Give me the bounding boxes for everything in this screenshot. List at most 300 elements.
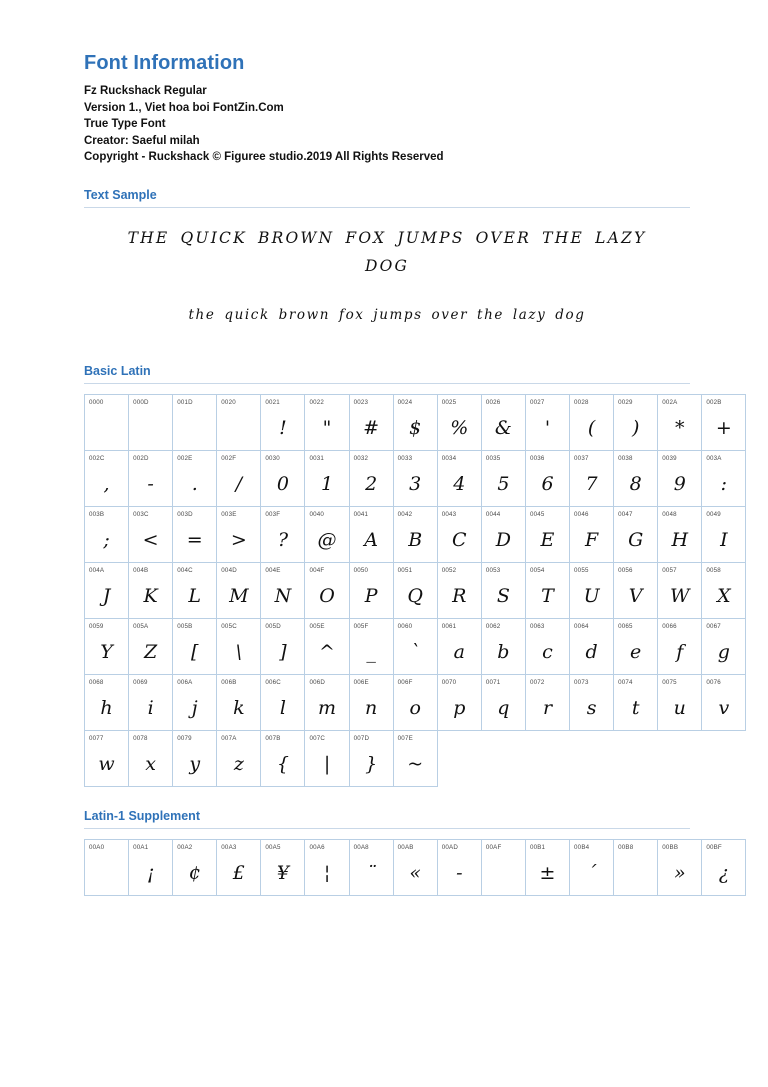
- glyph-codepoint: 0040: [309, 510, 325, 518]
- glyph-cell-empty: [614, 730, 658, 786]
- glyph-cell[interactable]: [570, 562, 614, 618]
- glyph-cell[interactable]: [702, 618, 746, 674]
- glyph-cell[interactable]: [173, 839, 217, 895]
- latin1-supplement-section: [84, 808, 729, 896]
- glyph-character: ]: [279, 640, 287, 663]
- glyph-character: T: [541, 584, 554, 607]
- glyph-codepoint: 004E: [265, 566, 281, 574]
- glyph-codepoint: 007E: [397, 734, 413, 742]
- glyph-cell[interactable]: [85, 562, 129, 618]
- glyph-codepoint: 0070: [441, 678, 457, 686]
- glyph-character: h: [100, 696, 113, 719]
- glyph-codepoint: 0057: [662, 566, 677, 574]
- glyph-codepoint: 0037: [574, 454, 589, 462]
- glyph-codepoint: 0023: [353, 398, 369, 406]
- glyph-cell[interactable]: [481, 618, 525, 674]
- glyph-cell[interactable]: [658, 674, 702, 730]
- glyph-codepoint: 0031: [309, 454, 325, 462]
- glyph-codepoint: 0074: [618, 678, 633, 686]
- glyph-codepoint: 0045: [529, 510, 545, 518]
- glyph-cell[interactable]: [702, 506, 746, 562]
- glyph-character: :: [720, 472, 728, 495]
- glyph-codepoint: 004D: [221, 566, 237, 574]
- glyph-character: w: [98, 752, 115, 775]
- glyph-codepoint: 0064: [574, 622, 589, 630]
- glyph-cell[interactable]: [85, 506, 129, 562]
- glyph-cell[interactable]: [393, 618, 437, 674]
- glyph-codepoint: 0044: [485, 510, 501, 518]
- glyph-cell[interactable]: [349, 450, 393, 506]
- glyph-cell[interactable]: [702, 839, 746, 895]
- glyph-character: `: [410, 640, 420, 663]
- glyph-codepoint: 0060: [397, 622, 413, 630]
- glyph-cell[interactable]: [437, 450, 481, 506]
- glyph-codepoint: 00B8: [618, 843, 634, 851]
- glyph-cell[interactable]: [85, 839, 129, 895]
- glyph-cell[interactable]: [305, 506, 349, 562]
- glyph-cell[interactable]: [614, 618, 658, 674]
- glyph-character: S: [496, 584, 510, 607]
- glyph-character: D: [495, 528, 511, 551]
- glyph-cell[interactable]: [702, 562, 746, 618]
- glyph-codepoint: 0000: [89, 398, 104, 406]
- glyph-character: ¨: [366, 861, 376, 884]
- glyph-cell[interactable]: [437, 394, 481, 450]
- glyph-character: >: [230, 528, 247, 551]
- glyph-cell[interactable]: [261, 562, 305, 618]
- glyph-codepoint: 007C: [309, 734, 326, 742]
- glyph-character: ': [544, 416, 551, 439]
- glyph-codepoint: 00A0: [89, 843, 105, 851]
- glyph-codepoint: 002D: [133, 454, 149, 462]
- glyph-codepoint: 0046: [574, 510, 589, 518]
- glyph-codepoint: 005F: [353, 622, 369, 630]
- glyph-character: 8: [629, 472, 642, 495]
- glyph-character: H: [671, 528, 689, 551]
- glyph-cell[interactable]: [129, 394, 173, 450]
- glyph-codepoint: 0032: [353, 454, 369, 462]
- glyph-cell[interactable]: [173, 562, 217, 618]
- glyph-cell[interactable]: [658, 562, 702, 618]
- glyph-character: #: [363, 416, 380, 439]
- glyph-character: $: [409, 416, 422, 439]
- glyph-codepoint: 0029: [618, 398, 633, 406]
- glyph-codepoint: 00AD: [441, 843, 459, 851]
- glyph-character: m: [318, 696, 337, 719]
- glyph-cell[interactable]: [261, 506, 305, 562]
- glyph-codepoint: 007B: [265, 734, 281, 742]
- glyph-codepoint: 0048: [662, 510, 677, 518]
- glyph-cell[interactable]: [173, 394, 217, 450]
- font-version-line: Version 1., Viet hoa boi FontZin.Com: [84, 101, 284, 114]
- glyph-codepoint: 0020: [221, 398, 236, 406]
- glyph-codepoint: 003D: [177, 510, 193, 518]
- glyph-character: R: [452, 584, 467, 607]
- glyph-codepoint: 004B: [133, 566, 149, 574]
- section-divider: [84, 383, 690, 384]
- glyph-row: [85, 839, 746, 895]
- font-name-line: Fz Ruckshack Regular: [84, 85, 207, 97]
- glyph-codepoint: 0025: [441, 398, 457, 406]
- glyph-cell-empty: [481, 730, 525, 786]
- glyph-character: !: [279, 416, 287, 439]
- glyph-codepoint: 0062: [485, 622, 501, 630]
- glyph-cell[interactable]: [85, 730, 129, 786]
- glyph-cell[interactable]: [702, 674, 746, 730]
- glyph-cell[interactable]: [305, 562, 349, 618]
- glyph-codepoint: 0071: [485, 678, 501, 686]
- glyph-codepoint: 006B: [221, 678, 237, 686]
- latin1-supplement-title: Latin-1 Supplement: [84, 808, 200, 823]
- glyph-character: d: [585, 640, 598, 663]
- glyph-codepoint: 005D: [265, 622, 281, 630]
- glyph-character: U: [583, 584, 600, 607]
- glyph-row: [85, 730, 746, 786]
- glyph-cell[interactable]: [525, 674, 569, 730]
- glyph-row: [85, 618, 746, 674]
- glyph-cell[interactable]: [173, 506, 217, 562]
- glyph-cell[interactable]: [481, 506, 525, 562]
- glyph-character: A: [364, 528, 378, 551]
- glyph-cell[interactable]: [393, 839, 437, 895]
- glyph-cell[interactable]: [702, 450, 746, 506]
- glyph-cell[interactable]: [658, 450, 702, 506]
- glyph-codepoint: 00A2: [177, 843, 193, 851]
- glyph-character: 4: [453, 472, 466, 495]
- glyph-cell[interactable]: [349, 730, 393, 786]
- glyph-character: -: [147, 472, 154, 495]
- glyph-codepoint: 003C: [133, 510, 149, 518]
- glyph-cell[interactable]: [658, 839, 702, 895]
- glyph-cell[interactable]: [305, 450, 349, 506]
- glyph-cell[interactable]: [614, 674, 658, 730]
- glyph-codepoint: 00B1: [529, 843, 546, 851]
- glyph-codepoint: 005A: [133, 622, 149, 630]
- glyph-cell[interactable]: [614, 450, 658, 506]
- glyph-character: ¡: [146, 861, 155, 884]
- glyph-cell[interactable]: [261, 839, 305, 895]
- glyph-character: y: [189, 752, 201, 775]
- glyph-codepoint: 0034: [441, 454, 457, 462]
- glyph-character: l: [279, 696, 286, 719]
- glyph-character: k: [233, 696, 245, 719]
- glyph-cell[interactable]: [261, 618, 305, 674]
- glyph-codepoint: 0066: [662, 622, 677, 630]
- glyph-cell[interactable]: [525, 618, 569, 674]
- glyph-cell[interactable]: [481, 839, 525, 895]
- glyph-character: 7: [585, 472, 598, 495]
- glyph-cell[interactable]: [217, 730, 261, 786]
- glyph-codepoint: 006A: [177, 678, 193, 686]
- glyph-character: Z: [144, 640, 158, 663]
- glyph-cell-empty: [702, 730, 746, 786]
- glyph-codepoint: 0049: [706, 510, 721, 518]
- glyph-cell[interactable]: [85, 394, 129, 450]
- glyph-cell[interactable]: [305, 394, 349, 450]
- glyph-cell[interactable]: [658, 394, 702, 450]
- glyph-character: @: [317, 528, 337, 551]
- glyph-codepoint: 00BF: [706, 843, 722, 851]
- glyph-codepoint: 00A6: [309, 843, 325, 851]
- glyph-cell[interactable]: [349, 839, 393, 895]
- glyph-cell[interactable]: [658, 618, 702, 674]
- glyph-character: C: [452, 528, 467, 551]
- glyph-character: x: [145, 752, 156, 775]
- glyph-character: ": [322, 416, 332, 439]
- glyph-cell[interactable]: [702, 394, 746, 450]
- glyph-codepoint: 0056: [618, 566, 633, 574]
- glyph-cell[interactable]: [129, 506, 173, 562]
- glyph-character: r: [542, 696, 553, 719]
- glyph-cell[interactable]: [614, 839, 658, 895]
- glyph-codepoint: 007A: [221, 734, 237, 742]
- glyph-codepoint: 0021: [265, 398, 280, 406]
- glyph-character: V: [628, 584, 643, 607]
- glyph-row: [85, 562, 746, 618]
- glyph-codepoint: 0043: [441, 510, 457, 518]
- glyph-character: (: [587, 416, 596, 439]
- glyph-cell[interactable]: [525, 562, 569, 618]
- glyph-codepoint: 00AF: [485, 843, 502, 851]
- glyph-character: ,: [103, 472, 110, 495]
- glyph-character: &: [494, 416, 512, 439]
- glyph-codepoint: 0068: [89, 678, 104, 686]
- glyph-cell[interactable]: [658, 506, 702, 562]
- glyph-cell[interactable]: [349, 506, 393, 562]
- glyph-cell[interactable]: [261, 674, 305, 730]
- glyph-codepoint: 00AB: [397, 843, 414, 851]
- glyph-codepoint: 0028: [574, 398, 589, 406]
- glyph-codepoint: 0026: [485, 398, 501, 406]
- glyph-codepoint: 004F: [309, 566, 325, 574]
- glyph-character: 1: [320, 472, 334, 495]
- glyph-cell[interactable]: [217, 618, 261, 674]
- glyph-codepoint: 001D: [177, 398, 193, 406]
- glyph-codepoint: 002E: [177, 454, 193, 462]
- glyph-cell[interactable]: [437, 506, 481, 562]
- glyph-codepoint: 0036: [529, 454, 545, 462]
- glyph-cell[interactable]: [305, 618, 349, 674]
- glyph-character: t: [631, 696, 640, 719]
- glyph-character: ;: [103, 528, 110, 551]
- glyph-cell[interactable]: [437, 674, 481, 730]
- glyph-codepoint: 0058: [706, 566, 721, 574]
- glyph-cell[interactable]: [85, 674, 129, 730]
- section-divider: [84, 207, 690, 208]
- glyph-codepoint: 0022: [309, 398, 325, 406]
- glyph-cell[interactable]: [261, 450, 305, 506]
- glyph-cell[interactable]: [173, 450, 217, 506]
- glyph-cell[interactable]: [173, 674, 217, 730]
- glyph-cell[interactable]: [129, 562, 173, 618]
- glyph-character: 6: [541, 472, 554, 495]
- section-divider: [84, 828, 690, 829]
- glyph-cell[interactable]: [85, 618, 129, 674]
- glyph-cell[interactable]: [305, 730, 349, 786]
- glyph-cell[interactable]: [173, 618, 217, 674]
- glyph-codepoint: 0055: [574, 566, 589, 574]
- glyph-codepoint: 00A1: [133, 843, 149, 851]
- glyph-cell[interactable]: [217, 562, 261, 618]
- glyph-cell[interactable]: [481, 450, 525, 506]
- text-sample-lowercase: the quick brown fox jumps over the lazy dog: [188, 306, 586, 323]
- glyph-codepoint: 0033: [397, 454, 413, 462]
- glyph-cell[interactable]: [393, 450, 437, 506]
- glyph-character: o: [409, 696, 421, 719]
- glyph-character: \: [235, 640, 243, 663]
- glyph-character: ~: [407, 752, 424, 775]
- glyph-codepoint: 002C: [89, 454, 105, 462]
- glyph-character: .: [191, 472, 198, 495]
- glyph-character: a: [453, 640, 465, 663]
- glyph-character: F: [584, 528, 599, 551]
- glyph-character: %: [450, 416, 469, 439]
- glyph-codepoint: 000D: [133, 398, 149, 406]
- glyph-codepoint: 0063: [529, 622, 545, 630]
- glyph-cell[interactable]: [349, 674, 393, 730]
- glyph-row: [85, 450, 746, 506]
- font-type-line: True Type Font: [84, 118, 166, 130]
- glyph-cell[interactable]: [129, 618, 173, 674]
- glyph-cell[interactable]: [570, 618, 614, 674]
- glyph-character: |: [323, 752, 331, 775]
- glyph-codepoint: 0065: [618, 622, 633, 630]
- glyph-character: ¢: [188, 861, 201, 884]
- glyph-cell[interactable]: [525, 394, 569, 450]
- glyph-cell[interactable]: [525, 506, 569, 562]
- glyph-cell[interactable]: [261, 730, 305, 786]
- glyph-character: j: [191, 696, 198, 719]
- glyph-cell[interactable]: [217, 394, 261, 450]
- glyph-character: n: [364, 696, 378, 719]
- glyph-codepoint: 005E: [309, 622, 325, 630]
- glyph-codepoint: 0078: [133, 734, 148, 742]
- glyph-cell[interactable]: [305, 674, 349, 730]
- glyph-character: v: [718, 696, 730, 719]
- glyph-cell[interactable]: [570, 506, 614, 562]
- glyph-codepoint: 00B4: [574, 843, 590, 851]
- glyph-cell[interactable]: [173, 730, 217, 786]
- glyph-character: [173, 407, 216, 450]
- glyph-cell[interactable]: [349, 618, 393, 674]
- glyph-character: ¦: [323, 861, 331, 884]
- glyph-character: q: [497, 696, 510, 719]
- glyph-character: [85, 407, 128, 450]
- glyph-character: P: [364, 584, 378, 607]
- glyph-codepoint: 0067: [706, 622, 721, 630]
- glyph-cell[interactable]: [129, 674, 173, 730]
- glyph-character: [129, 407, 172, 450]
- glyph-cell[interactable]: [393, 562, 437, 618]
- basic-latin-title: Basic Latin: [84, 363, 151, 378]
- glyph-codepoint: 0035: [485, 454, 501, 462]
- glyph-cell[interactable]: [305, 839, 349, 895]
- glyph-cell[interactable]: [570, 450, 614, 506]
- glyph-codepoint: 006F: [397, 678, 413, 686]
- glyph-character: /: [235, 472, 243, 495]
- glyph-cell[interactable]: [217, 450, 261, 506]
- font-creator-line: Creator: Saeful milah: [84, 134, 200, 147]
- glyph-character: {: [276, 752, 289, 775]
- text-sample-block: [84, 218, 690, 342]
- glyph-cell[interactable]: [129, 730, 173, 786]
- glyph-codepoint: 0024: [397, 398, 413, 406]
- glyph-cell[interactable]: [393, 730, 437, 786]
- glyph-codepoint: 0075: [662, 678, 677, 686]
- glyph-cell[interactable]: [614, 394, 658, 450]
- glyph-codepoint: 002A: [662, 398, 678, 406]
- glyph-cell[interactable]: [393, 506, 437, 562]
- glyph-character: ¥: [276, 861, 289, 884]
- glyph-cell[interactable]: [437, 839, 481, 895]
- glyph-character: E: [540, 528, 555, 551]
- glyph-cell[interactable]: [570, 394, 614, 450]
- glyph-character: 0: [276, 472, 289, 495]
- glyph-character: ): [631, 416, 640, 439]
- glyph-cell[interactable]: [129, 450, 173, 506]
- basic-latin-glyph-grid: [84, 394, 746, 787]
- glyph-character: Y: [100, 640, 113, 663]
- glyph-codepoint: 002F: [221, 454, 237, 462]
- glyph-character: »: [673, 861, 686, 884]
- font-information-header: [84, 52, 690, 166]
- glyph-codepoint: 005B: [177, 622, 193, 630]
- glyph-character: «: [409, 861, 422, 884]
- glyph-cell[interactable]: [437, 562, 481, 618]
- glyph-codepoint: 004C: [177, 566, 193, 574]
- glyph-cell[interactable]: [129, 839, 173, 895]
- glyph-cell[interactable]: [349, 562, 393, 618]
- glyph-cell[interactable]: [437, 618, 481, 674]
- glyph-cell[interactable]: [217, 506, 261, 562]
- glyph-character: _: [366, 640, 376, 663]
- glyph-codepoint: 005C: [221, 622, 237, 630]
- glyph-cell[interactable]: [525, 839, 569, 895]
- glyph-cell-empty: [437, 730, 481, 786]
- glyph-cell[interactable]: [614, 506, 658, 562]
- glyph-character: N: [274, 584, 292, 607]
- glyph-cell[interactable]: [217, 674, 261, 730]
- glyph-codepoint: 0079: [177, 734, 192, 742]
- glyph-cell[interactable]: [525, 450, 569, 506]
- glyph-cell[interactable]: [570, 674, 614, 730]
- glyph-character: c: [542, 640, 553, 663]
- glyph-character: £: [232, 861, 245, 884]
- glyph-cell[interactable]: [349, 394, 393, 450]
- glyph-character: [614, 852, 657, 895]
- glyph-cell[interactable]: [614, 562, 658, 618]
- glyph-character: B: [408, 528, 423, 551]
- glyph-cell[interactable]: [393, 674, 437, 730]
- glyph-cell[interactable]: [570, 839, 614, 895]
- glyph-codepoint: 003F: [265, 510, 281, 518]
- glyph-character: ?: [277, 528, 289, 551]
- glyph-cell[interactable]: [85, 450, 129, 506]
- glyph-cell[interactable]: [393, 394, 437, 450]
- glyph-character: 5: [497, 472, 510, 495]
- glyph-codepoint: 0052: [441, 566, 457, 574]
- glyph-cell[interactable]: [261, 394, 305, 450]
- glyph-codepoint: 0053: [485, 566, 501, 574]
- glyph-cell[interactable]: [481, 674, 525, 730]
- glyph-cell[interactable]: [217, 839, 261, 895]
- glyph-character: ´: [586, 861, 597, 884]
- text-sample-title: Text Sample: [84, 187, 157, 202]
- glyph-cell[interactable]: [481, 562, 525, 618]
- glyph-cell[interactable]: [481, 394, 525, 450]
- glyph-cell-empty: [570, 730, 614, 786]
- glyph-codepoint: 0061: [441, 622, 457, 630]
